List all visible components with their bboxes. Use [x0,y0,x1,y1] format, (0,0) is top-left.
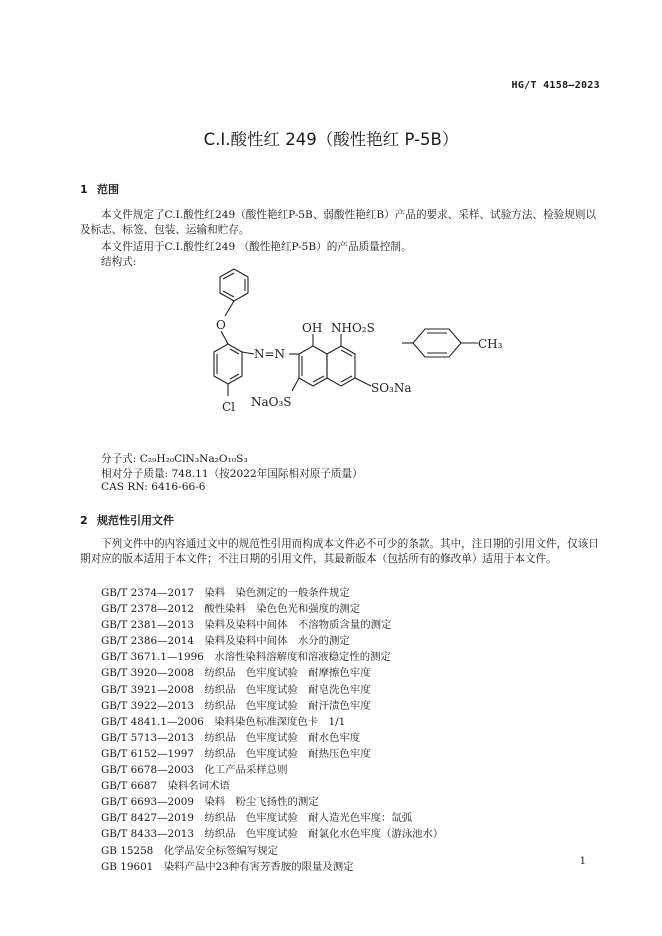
reference-item [101,713,443,729]
scope-paragraph: 本文件规定了C.I.酸性红249（酸性艳红P-5B、弱酸性艳红B）产品的要求、采样、试验方法、检验规则以及标志、标签、包装、运输和贮存。 [80,209,597,236]
reference-item [101,632,443,648]
reference-name: 纺织品 色牢度试验 耐摩擦色牢度 [204,667,371,680]
reference-item [101,761,443,777]
reference-code: GB/T 2374—2017 [101,587,194,599]
reference-code: GB/T 8433—2013 [101,828,194,841]
structure-label: 结构式: [101,256,137,268]
reference-code: GB/T 3671.1—1996 [101,651,204,664]
section-number: 2 [80,514,88,527]
document-id: HG/T 4158—2023 [511,80,600,91]
reference-name: 化工产品采样总则 [204,764,288,777]
section-1-paragraph-2: 本文件适用于C.I.酸性红249 （酸性艳红P-5B）的产品质量控制。 [101,241,412,253]
reference-name: 染料名词术语 [167,780,230,793]
reference-name: 纺织品 色牢度试验 耐汗渍色牢度 [204,699,371,712]
oxygen-label: O [216,318,226,332]
methyl-label: CH₃ [478,337,503,351]
section-1-paragraph-1 [80,208,600,238]
reference-item [101,729,443,745]
formula-value: C₂₉H₂₀ClN₃Na₂O₁₀S₃ [139,453,248,465]
section-1-heading [80,181,119,197]
reference-name: 染料 粉尘飞扬性的测定 [204,796,319,809]
reference-name: 纺织品 色牢度试验 耐热压色牢度 [204,747,371,760]
chloro-label: Cl [222,400,236,414]
reference-code: GB/T 8427—2019 [101,812,194,825]
reference-code: GB/T 2386—2014 [101,635,194,648]
section-number: 1 [80,183,88,196]
reference-name: 染料产品中23种有害芳香胺的限量及测定 [163,860,354,873]
reference-item [101,664,443,680]
reference-name: 纺织品 色牢度试验 耐人造光色牢度：氙弧 [204,812,413,825]
reference-code: GB/T 5713—2013 [101,731,194,744]
reference-item [101,681,443,697]
azo-label: N=N [254,347,286,361]
section-title: 规范性引用文件 [97,514,174,527]
references-intro: 下列文件中的内容通过文中的规范性引用而构成本文件必不可少的条款。其中，注日期的引用文件，仅该日期对应的版本适用于本文件；不注日期的引用文件，其最新版本（包括所有的修改单）适用于本文件。 [80,538,599,565]
sulfonate-right-label: SO₃Na [371,381,412,395]
reference-name: 染料及染料中间体 不溶物质含量的测定 [204,619,392,632]
structural-formula [0,268,662,443]
reference-item [101,600,443,616]
reference-list [101,584,443,874]
cas-number [101,481,206,493]
section-title: 范围 [97,183,119,196]
reference-item [101,793,443,809]
reference-code: GB/T 6678—2003 [101,764,194,777]
reference-name: 纺织品 色牢度试验 耐皂洗色牢度 [204,683,371,696]
reference-code: GB/T 6687 [101,780,158,793]
reference-name: 化学品安全标签编写规定 [163,844,278,857]
reference-name: 纺织品 色牢度试验 耐水色牢度 [204,731,361,744]
cas-label: CAS RN: [101,481,148,493]
reference-item [101,616,443,632]
reference-code: GB/T 4841.1—2006 [101,715,204,728]
reference-item [101,584,443,600]
document-title: C.I.酸性红 249（酸性艳红 P-5B） [203,130,459,149]
reference-item [101,825,443,841]
reference-item [101,842,443,858]
reference-name: 纺织品 色牢度试验 耐氯化水色牢度（游泳池水） [204,828,444,841]
sulfonamide-label: NHO₂S [331,321,375,335]
reference-code: GB/T 3921—2008 [101,683,194,696]
section-2-intro [80,537,600,567]
page-number: 1 [579,856,586,867]
reference-code: GB/T 2381—2013 [101,619,194,632]
reference-item [101,697,443,713]
reference-name: 染料 染色测定的一般条件规定 [204,587,350,599]
hydroxy-label: OH [302,321,323,335]
reference-code: GB/T 3920—2008 [101,667,194,680]
reference-name: 水溶性染料溶解度和溶液稳定性的测定 [214,651,391,664]
mass-label: 相对分子质量: [101,468,169,480]
sulfonate-left-label: NaO₃S [251,395,292,409]
reference-code: GB/T 2378—2012 [101,603,194,616]
reference-name: 酸性染料 染色色光和强度的测定 [204,603,361,616]
section-2-heading [80,512,174,528]
reference-name: 染料染色标准深度色卡 1/1 [214,715,346,728]
reference-code: GB/T 6152—1997 [101,747,194,760]
reference-name: 染料及染料中间体 水分的测定 [204,635,350,648]
reference-code: GB 15258 [101,844,154,857]
reference-code: GB 19601 [101,860,154,873]
reference-item [101,809,443,825]
reference-code: GB/T 3922—2013 [101,699,194,712]
cas-value: 6416-66-6 [151,481,206,493]
formula-label: 分子式: [101,453,137,465]
reference-item [101,745,443,761]
molecular-mass [101,466,363,481]
reference-item [101,777,443,793]
molecular-formula [101,451,248,466]
reference-item [101,858,443,874]
reference-item [101,648,443,664]
mass-value: 748.11（按2022年国际相对原子质量） [171,468,363,480]
reference-code: GB/T 6693—2009 [101,796,194,809]
